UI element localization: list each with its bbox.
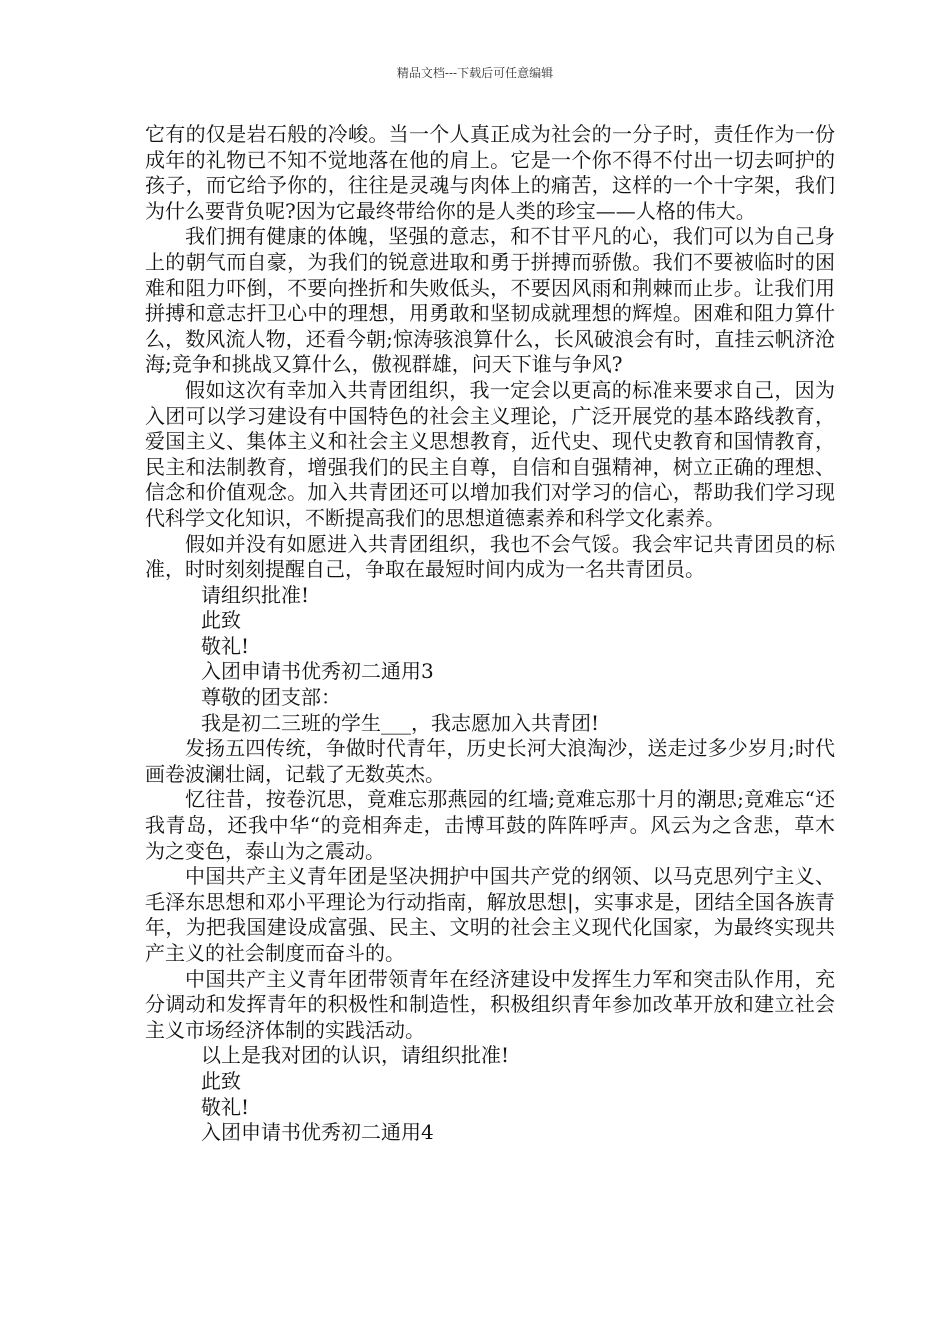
paragraph-3: 假如这次有幸加入共青团组织，我一定会以更高的标准来要求自己，因为入团可以学习建设有中国特色的社会主义理论，广泛开展党的基本路线教育，爱国主义、集体主义和社会主义思想教育，近代史、现代史教育和国情教育，民主和法制教育，增强我们的民主自尊，自信和自强精神，树立正确的理想、信念和价值观念。加入共青团还可以增加我们对学习的信心，帮助我们学习现代科学文化知识，不断提高我们的思想道德素养和科学文化素养。	[145, 377, 835, 530]
paragraph-8: 中国共产主义青年团带领青年在经济建设中发挥生力军和突击队作用，充分调动和发挥青年的积极性和制造性，积极组织青年参加改革开放和建立社会主义市场经济体制的实践活动。	[145, 966, 835, 1042]
paragraph-5: 发扬五四传统，争做时代青年，历史长河大浪淘沙，送走过多少岁月;时代画卷波澜壮阔，记载了无数英杰。	[145, 736, 835, 786]
paragraph-4: 假如并没有如愿进入共青团组织，我也不会气馁。我会牢记共青团员的标准，时时刻刻提醒自己，争取在最短时间内成为一名共青团员。	[145, 531, 835, 582]
intro-line: 我是初二三班的学生___，我志愿加入共青团!	[201, 710, 600, 735]
salutation: 尊敬的团支部：	[201, 685, 341, 710]
page-header: 精品文档---下载后可任意编辑	[396, 66, 554, 80]
paragraph-6: 忆往昔，按卷沉思，竟难忘那燕园的红墙;竟难忘那十月的潮思;竟难忘“还我青岛，还我中华“的竞相奔走，击博耳鼓的阵阵呼声。风云为之含悲，草木为之变色，泰山为之震动。	[145, 787, 835, 863]
request-approval-line: 请组织批准!	[201, 582, 310, 607]
section-title-4: 入团申请书优秀初二通用4	[201, 1120, 434, 1145]
paragraph-2: 我们拥有健康的体魄，坚强的意志，和不甘平凡的心，我们可以为自己身上的朝气而自豪，为我们的锐意进取和勇于拼搏而骄傲。我们不要被临时的困难和阻力吓倒，不要向挫折和失败低头，不要因风雨和荆棘而止步。让我们用拼搏和意志扞卫心中的理想，用勇敢和坚韧成就理想的辉煌。困难和阻力算什么，数风流人物，还看今朝;惊涛骇浪算什么，长风破浪会有时，直挂云帆济沧海;竞争和挑战又算什么，傲视群雄，问天下谁与争风?	[145, 224, 835, 377]
closing-jingli: 敬礼!	[201, 633, 250, 658]
closing-cizhi-2: 此致	[201, 1068, 241, 1093]
section-title-3: 入团申请书优秀初二通用3	[201, 659, 434, 684]
conclusion-line: 以上是我对团的认识，请组织批准!	[201, 1043, 510, 1068]
paragraph-1: 它有的仅是岩石般的冷峻。当一个人真正成为社会的一分子时，责任作为一份成年的礼物已不知不觉地落在他的肩上。它是一个你不得不付出一切去呵护的孩子，而它给予你的，往往是灵魂与肉体上的痛苦，这样的一个十字架，我们为什么要背负呢?因为它最终带给你的是人类的珍宝——人格的伟大。	[145, 122, 835, 223]
document-body	[145, 122, 835, 1146]
closing-cizhi: 此致	[201, 608, 241, 633]
closing-jingli-2: 敬礼!	[201, 1094, 250, 1119]
paragraph-7: 中国共产主义青年团是坚决拥护中国共产党的纲领、以马克思列宁主义、毛泽东思想和邓小平理论为行动指南，解放思想|，实事求是，团结全国各族青年，为把我国建设成富强、民主、文明的社会主义现代化国家，为最终实现共产主义的社会制度而奋斗的。	[145, 864, 835, 965]
